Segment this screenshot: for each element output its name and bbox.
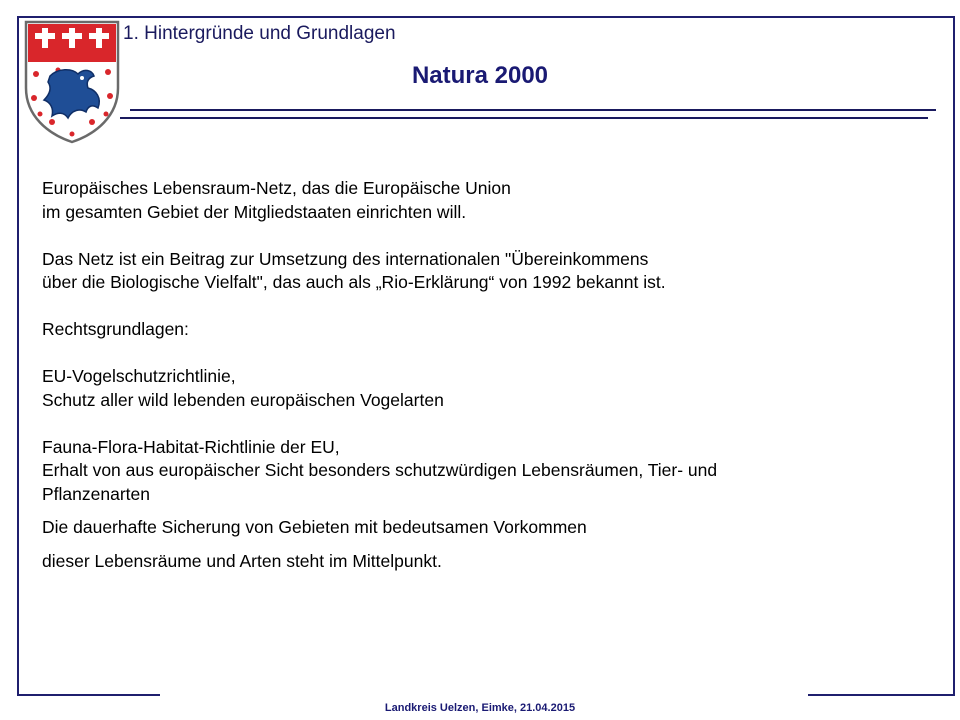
text-line: Die dauerhafte Sicherung von Gebieten mit bedeutsamen Vorkommen: [42, 517, 587, 537]
title-rule-lower: [120, 117, 928, 119]
title-rule-upper: [130, 109, 936, 111]
text-line: über die Biologische Vielfalt", das auch als „Rio-Erklärung“ von 1992 bekannt ist.: [42, 272, 666, 292]
text-line: Schutz aller wild lebenden europäischen Vogelarten: [42, 389, 444, 410]
text-line: im gesamten Gebiet der Mitgliedstaaten einrichten will.: [42, 201, 467, 222]
frame-gap: [160, 688, 808, 696]
text-line: dieser Lebensräume und Arten steht im Mittelpunkt.: [42, 550, 442, 571]
text-line: Erhalt von aus europäischer Sicht besonders schutzwürdigen Lebensräumen, Tier- und: [42, 460, 718, 480]
text-line: Pflanzenarten: [42, 483, 150, 504]
text-line: Europäisches Lebensraum-Netz, das die Europäische Union: [42, 178, 511, 198]
text-line: Fauna-Flora-Habitat-Richtlinie der EU,: [42, 436, 340, 457]
text-line: Das Netz ist ein Beitrag zur Umsetzung des internationalen "Übereinkommens: [42, 248, 649, 269]
section-heading: 1. Hintergründe und Grundlagen: [123, 23, 396, 44]
text-line: EU-Vogelschutzrichtlinie,: [42, 366, 236, 386]
body-text: [42, 177, 922, 573]
footer-text: Landkreis Uelzen, Eimke, 21.04.2015: [384, 702, 576, 714]
legal-heading: Rechtsgrundlagen:: [42, 319, 189, 339]
page-title: Natura 2000: [411, 62, 549, 89]
